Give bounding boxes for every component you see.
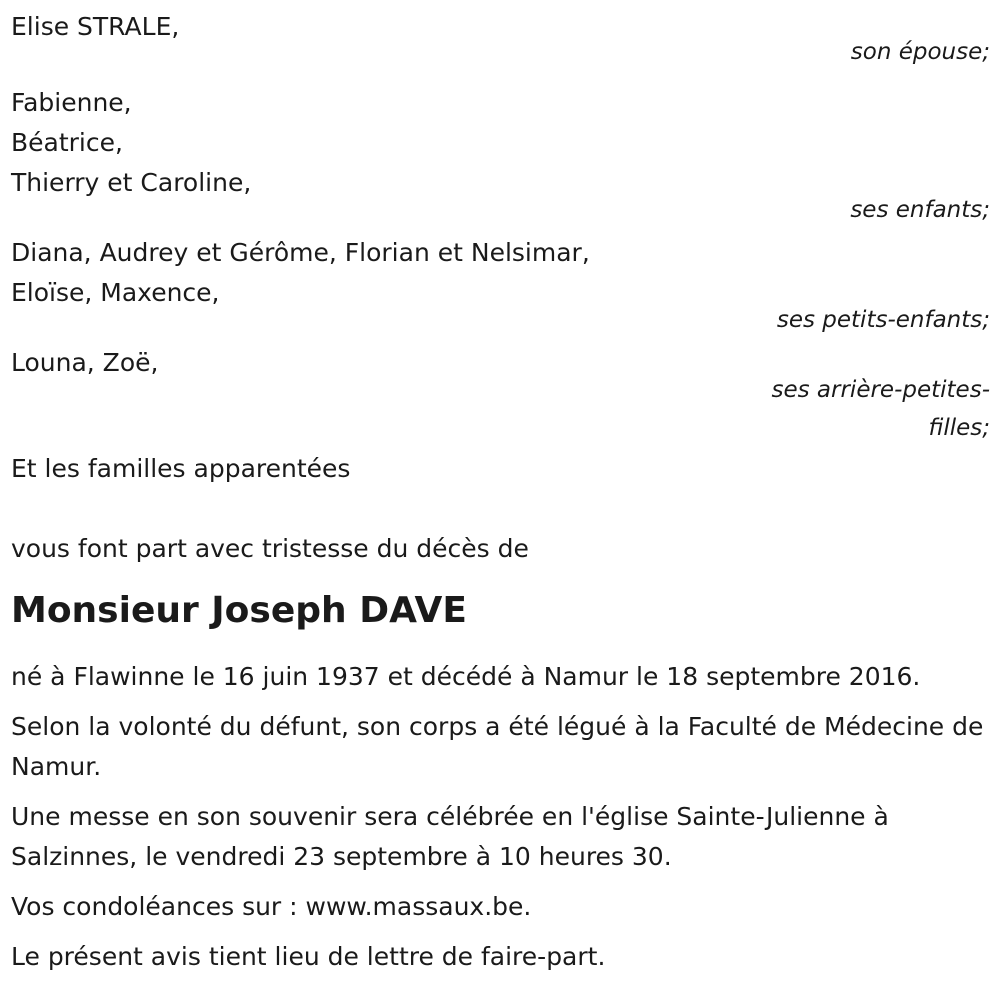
body-donation-text: Selon la volonté du défunt, son corps a été légué à la Faculté de Médecine de Namur.: [11, 712, 984, 781]
child-name-1: Fabienne,: [11, 88, 132, 117]
mass-text: Une messe en son souvenir sera célébrée en l'église Sainte-Julienne à Salzinnes, le vendredi 23 septembre à 10 heures 30.: [11, 802, 889, 871]
spouse-name: Elise STRALE,: [11, 12, 180, 41]
related-families: Et les familles apparentées: [11, 454, 351, 483]
children-section: [11, 83, 990, 233]
grandchildren-role: ses petits-enfants;: [776, 307, 990, 333]
child-name-2: Béatrice,: [11, 128, 123, 157]
grandchild-names-2: Eloïse, Maxence,: [11, 278, 220, 307]
child-name-3: Thierry et Caroline,: [11, 168, 252, 197]
spacer: [11, 489, 990, 529]
details-section: [11, 657, 990, 977]
notice-text: Le présent avis tient lieu de lettre de faire-part.: [11, 942, 606, 971]
great-grandchildren-role-line1: ses arrière-petites-: [771, 377, 990, 403]
great-grandchild-names: Louna, Zoë,: [11, 348, 159, 377]
grandchildren-section: [11, 233, 990, 343]
condolences-text: Vos condoléances sur : www.massaux.be.: [11, 892, 532, 921]
great-grandchildren-role-line2: filles;: [928, 415, 990, 441]
deceased-name: Monsieur Joseph DAVE: [11, 590, 467, 631]
spouse-section: [11, 7, 990, 75]
announcement-text: vous font part avec tristesse du décès de: [11, 534, 529, 563]
children-role: ses enfants;: [850, 197, 990, 223]
grandchild-names-1: Diana, Audrey et Gérôme, Florian et Nelsimar,: [11, 238, 590, 267]
spouse-role: son épouse;: [850, 39, 990, 65]
great-grandchildren-section: [11, 343, 990, 447]
birth-death-text: né à Flawinne le 16 juin 1937 et décédé à Namur le 18 septembre 2016.: [11, 662, 921, 691]
